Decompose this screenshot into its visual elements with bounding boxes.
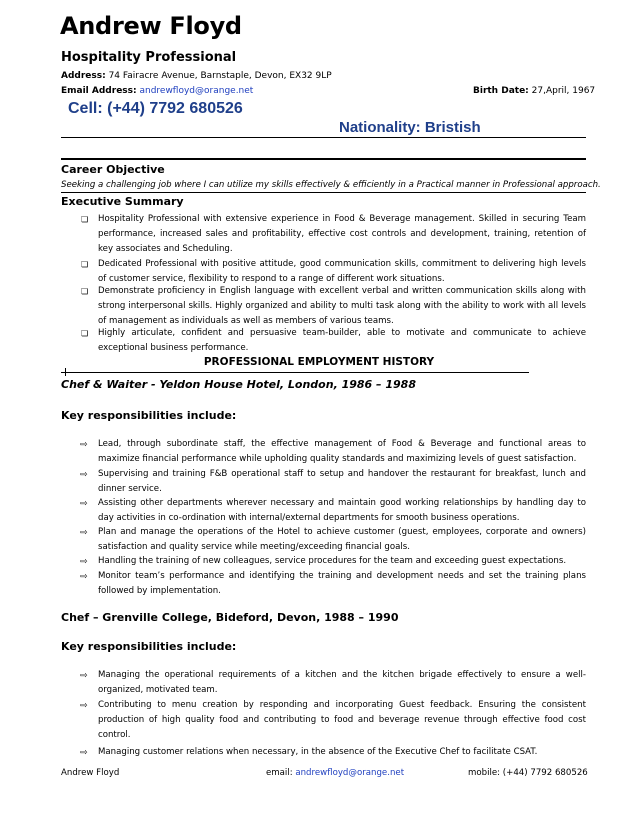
email-link[interactable]: andrewfloyd@orange.net	[136, 86, 254, 96]
checkbox-bullet-icon: ❏	[81, 287, 89, 296]
arrow-right-bullet-icon: ⇨	[80, 671, 88, 681]
responsibility-item: Lead, through subordinate staff, the effective management of Food & Beverage and functional areas to maximize financial performance while upholding quality standards and maximizing levels of guest satisfaction.	[98, 439, 586, 464]
nationality: Nationality: Bristish	[339, 119, 481, 136]
footer-email-label: email:	[266, 768, 293, 778]
summary-item: Highly articulate, confident and persuasive team-builder, able to motivate and communicate to achieve exceptional business performance.	[98, 328, 586, 353]
candidate-name: Andrew Floyd	[60, 12, 242, 40]
responsibilities-heading: Key responsibilities include:	[61, 640, 237, 653]
birth-date-label: Birth Date:	[473, 86, 529, 96]
responsibility-item: Managing customer relations when necessary, in the absence of the Executive Chef to facilitate CSAT.	[98, 747, 538, 757]
responsibilities-heading: Key responsibilities include:	[61, 409, 237, 422]
birth-date-value: 27,April, 1967	[528, 86, 596, 96]
arrow-right-bullet-icon: ⇨	[80, 557, 88, 567]
objective-divider	[61, 192, 586, 193]
responsibility-item: Managing the operational requirements of a kitchen and the kitchen brigade effectively to ensure a well-organized, motivated team.	[98, 670, 586, 695]
arrow-right-bullet-icon: ⇨	[80, 528, 88, 538]
arrow-right-bullet-icon: ⇨	[80, 748, 88, 758]
cell-phone: Cell: (+44) 7792 680526	[68, 100, 243, 117]
address-label: Address:	[61, 71, 106, 81]
summary-item: Dedicated Professional with positive attitude, good communication skills, commitment to delivering high levels of customer service, flexibility to respond to a range of different work situations.	[98, 259, 586, 284]
footer-name: Andrew Floyd	[61, 768, 120, 778]
arrow-right-bullet-icon: ⇨	[80, 701, 88, 711]
job-title: Chef – Grenville College, Bideford, Devon, 1988 – 1990	[61, 611, 399, 624]
arrow-right-bullet-icon: ⇨	[80, 470, 88, 480]
responsibility-item: Contributing to menu creation by responding and incorporating Guest feedback. Ensuring the consistent production of high quality food and contributing to food and beverage revenue through effective food cost control.	[98, 700, 586, 740]
job-title: Chef & Waiter - Yeldon House Hotel, London, 1986 – 1988	[61, 378, 416, 391]
profession-title: Hospitality Professional	[61, 50, 237, 65]
footer-email	[266, 768, 404, 778]
address-line	[61, 71, 332, 81]
responsibility-item: Assisting other departments wherever necessary and maintain good working relationships by handling day to day activities in co-ordination with internal/external departments for smooth business operations.	[98, 498, 586, 523]
email-line	[61, 86, 253, 96]
employment-divider	[61, 372, 529, 373]
email-label: Email Address:	[61, 86, 137, 96]
arrow-right-bullet-icon: ⇨	[80, 499, 88, 509]
responsibility-item: Monitor team’s performance and identifying the training and development needs and set the training plans followed by implementation.	[98, 571, 586, 596]
address-value: 74 Fairacre Avenue, Barnstaple, Devon, EX32 9LP	[105, 71, 332, 81]
checkbox-bullet-icon: ❏	[81, 215, 89, 224]
employment-history-heading: PROFESSIONAL EMPLOYMENT HISTORY	[203, 356, 435, 368]
career-objective-text: Seeking a challenging job where I can utilize my skills effectively & efficiently in a Practical manner in Professional approach.	[61, 180, 601, 190]
employment-divider-tick	[65, 368, 66, 376]
checkbox-bullet-icon: ❏	[81, 329, 89, 338]
birth-date-line	[473, 86, 595, 96]
responsibility-item: Supervising and training F&B operational staff to setup and handover the restaurant for breakfast, lunch and dinner service.	[98, 469, 586, 494]
summary-item: Demonstrate proficiency in English language with excellent verbal and written communication skills along with strong interpersonal skills. Highly organized and ability to multi task along with the ability to work with all levels of management as individuals as well as members of various teams.	[98, 286, 586, 326]
arrow-right-bullet-icon: ⇨	[80, 572, 88, 582]
footer-mobile: mobile: (+44) 7792 680526	[468, 768, 588, 778]
checkbox-bullet-icon: ❏	[81, 260, 89, 269]
header-divider-thin	[61, 137, 586, 138]
header-divider-thick	[61, 158, 586, 160]
responsibility-item: Handling the training of new colleagues, service procedures for the team and exceeding guest expectations.	[98, 556, 567, 566]
arrow-right-bullet-icon: ⇨	[80, 440, 88, 450]
career-objective-heading: Career Objective	[61, 163, 165, 176]
summary-item: Hospitality Professional with extensive experience in Food & Beverage management. Skilled in securing Team performance, increased sales and profitability, effective cost controls and development, training, retention of key associates and Scheduling.	[98, 214, 586, 254]
responsibility-item: Plan and manage the operations of the Hotel to achieve customer (guest, employees, corporate and owners) satisfaction and quality service while meeting/exceeding financial goals.	[98, 527, 586, 552]
footer-email-link[interactable]: andrewfloyd@orange.net	[295, 768, 405, 778]
executive-summary-heading: Executive Summary	[61, 195, 184, 208]
